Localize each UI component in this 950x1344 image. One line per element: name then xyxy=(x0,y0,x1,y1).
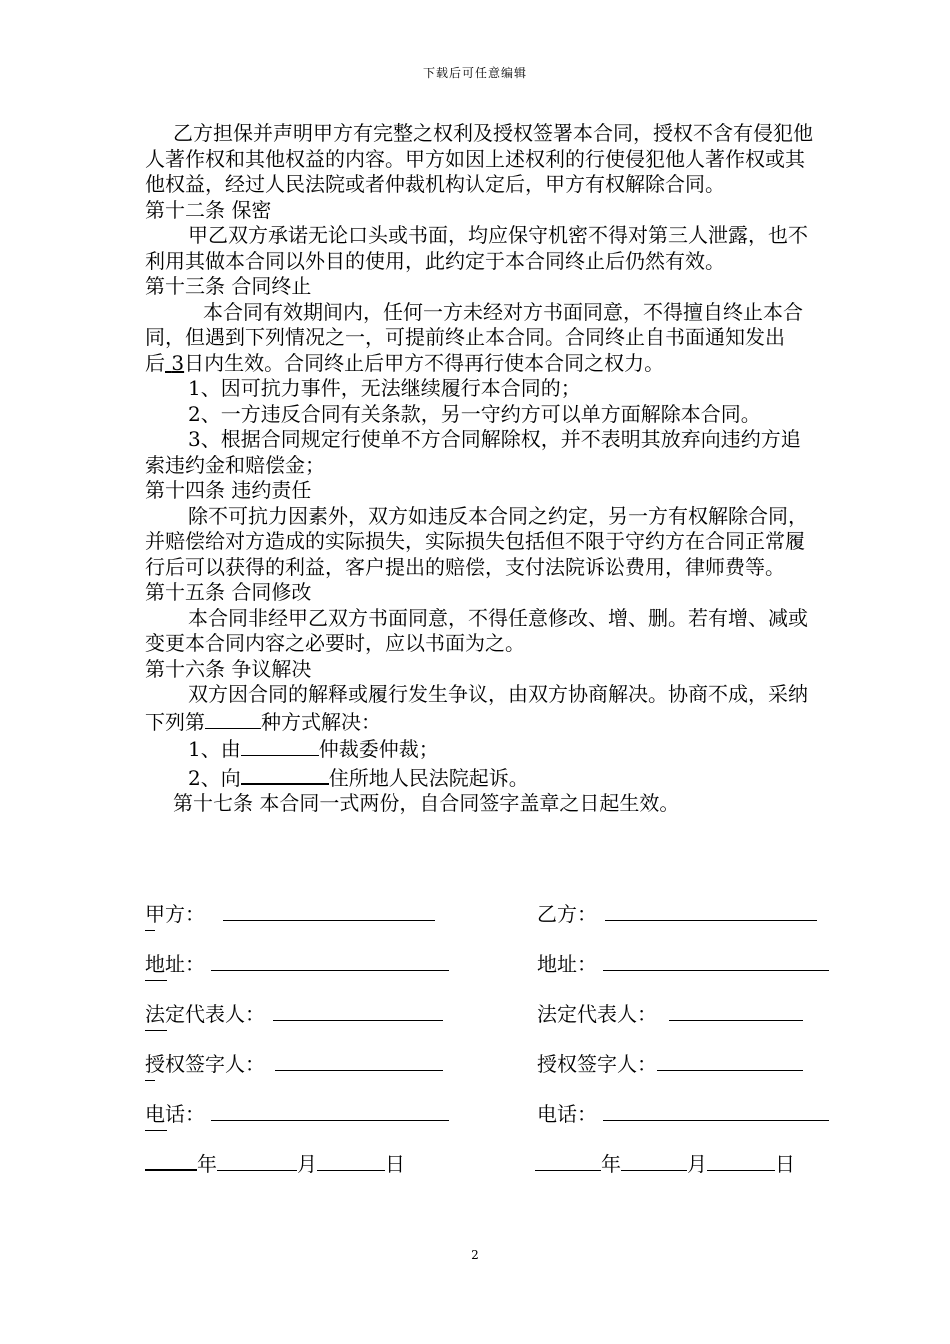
phone-a-field-tail xyxy=(145,1130,167,1131)
phone-a-label: 电话： xyxy=(145,1102,205,1126)
signature-row-legal-rep xyxy=(145,998,815,1024)
day-a-label: 日 xyxy=(385,1152,405,1176)
legal-rep-b-label: 法定代表人： xyxy=(537,1002,657,1026)
article-13-heading: 第十三条 合同终止 xyxy=(145,274,312,298)
signature-row-party xyxy=(145,898,815,924)
party-b-label: 乙方： xyxy=(537,902,597,926)
arbitration-blank[interactable] xyxy=(241,735,319,756)
legal-rep-a-field[interactable] xyxy=(273,1000,443,1021)
article-12-text: 甲乙双方承诺无论口头或书面，均应保守机密不得对第三人泄露，也不利用其做本合同以外目的使用，此约定于本合同终止后仍然有效。 xyxy=(145,223,808,273)
termination-item-2: 2、一方违反合同有关条款，另一守约方可以单方面解除本合同。 xyxy=(188,401,761,426)
article-13-text-b: 日内生效。合同终止后甲方不得再行使本合同之权力。 xyxy=(184,350,665,375)
address-a-field[interactable] xyxy=(211,950,449,971)
option-court: 2、向 住所地人民法院起诉。 xyxy=(145,763,815,792)
authorized-a-field-tail xyxy=(145,1080,155,1081)
phone-a-field[interactable] xyxy=(211,1100,449,1121)
address-b-field[interactable] xyxy=(603,950,829,971)
article-17: 第十七条 本合同一式两份，自合同签字盖章之日起生效。 xyxy=(173,791,680,815)
month-a-label: 月 xyxy=(297,1152,317,1176)
article-13-text-a: 本合同有效期间内，任何一方未经对方书面同意，不得擅自终止本合同，但遇到下列情况之一，可提前终止本合同。合同终止自书面通知发出后 xyxy=(145,299,803,375)
phone-b-label: 电话： xyxy=(537,1102,597,1126)
month-b-label: 月 xyxy=(687,1152,707,1176)
party-a-field[interactable] xyxy=(223,900,435,921)
article-14-text: 除不可抗力因素外，双方如违反本合同之约定，另一方有权解除合同，并赔偿给对方造成的实际损失，实际损失包括但不限于守约方在合同正常履行后可以获得的利益，客户提出的赔偿，支付法院诉讼费用，律师费等。 xyxy=(145,503,808,579)
day-b-label: 日 xyxy=(775,1152,795,1176)
address-a-label: 地址： xyxy=(145,952,205,976)
month-a-field[interactable] xyxy=(217,1150,297,1171)
authorized-b-label: 授权签字人： xyxy=(537,1052,657,1076)
notice-days-value: 3 xyxy=(171,350,185,375)
year-a-field[interactable] xyxy=(145,1149,197,1171)
year-a-label: 年 xyxy=(197,1152,217,1176)
authorized-a-field[interactable] xyxy=(275,1050,443,1071)
authorized-b-field[interactable] xyxy=(657,1050,803,1071)
termination-item-1: 1、因可抗力事件，无法继续履行本合同的； xyxy=(188,376,581,400)
article-12-heading: 第十二条 保密 xyxy=(145,197,272,222)
court-blank[interactable] xyxy=(241,763,329,785)
page-number: 2 xyxy=(471,1248,479,1262)
day-a-field[interactable] xyxy=(317,1150,385,1171)
article-16-text: 双方因合同的解释或履行发生争议，由双方协商解决。协商不成，采纳下列第 种方式解决： xyxy=(145,682,808,734)
article-15-text: 本合同非经甲乙双方书面同意，不得任意修改、增、删。若有增、减或变更本合同内容之必要时，应以书面为之。 xyxy=(145,605,808,655)
legal-rep-b-field[interactable] xyxy=(669,1000,803,1021)
month-b-field[interactable] xyxy=(621,1150,687,1171)
address-b-label: 地址： xyxy=(537,952,597,976)
signature-row-authorized xyxy=(145,1048,815,1074)
party-a-label: 甲方： xyxy=(145,902,205,926)
year-b-label: 年 xyxy=(601,1152,621,1176)
page-header: 下载后可任意编辑 xyxy=(422,66,527,80)
paragraph-warranty: 乙方担保并声明甲方有完整之权利及授权签署本合同，授权不含有侵犯他人著作权和其他权益的内容。甲方如因上述权利的行使侵犯他人著作权或其他权益，经过人民法院或者仲裁机构认定后，甲方有权解除合同。 xyxy=(145,121,813,196)
contract-body xyxy=(145,121,815,817)
signature-row-phone xyxy=(145,1098,815,1124)
address-a-field-tail xyxy=(145,980,167,981)
day-b-field[interactable] xyxy=(707,1150,775,1171)
legal-rep-a-field-tail xyxy=(145,1030,167,1031)
legal-rep-a-label: 法定代表人： xyxy=(145,1002,265,1026)
method-choice-blank[interactable] xyxy=(205,708,261,729)
signature-row-date xyxy=(145,1148,815,1174)
article-13-text xyxy=(145,300,815,377)
option-arbitration: 1、由 仲裁委仲裁； xyxy=(188,737,439,761)
authorized-a-label: 授权签字人： xyxy=(145,1052,265,1076)
article-14-heading: 第十四条 违约责任 xyxy=(145,478,312,502)
article-15-heading: 第十五条 合同修改 xyxy=(145,580,312,604)
party-b-field[interactable] xyxy=(605,900,817,921)
year-b-field[interactable] xyxy=(535,1150,601,1171)
signature-row-address xyxy=(145,948,815,974)
phone-b-field[interactable] xyxy=(603,1100,829,1121)
termination-item-3: 3、根据合同规定行使单不方合同解除权，并不表明其放弃向违约方追索违约金和赔偿金； xyxy=(145,427,801,477)
article-16-heading: 第十六条 争议解决 xyxy=(145,656,312,681)
party-a-field-tail xyxy=(145,930,155,931)
